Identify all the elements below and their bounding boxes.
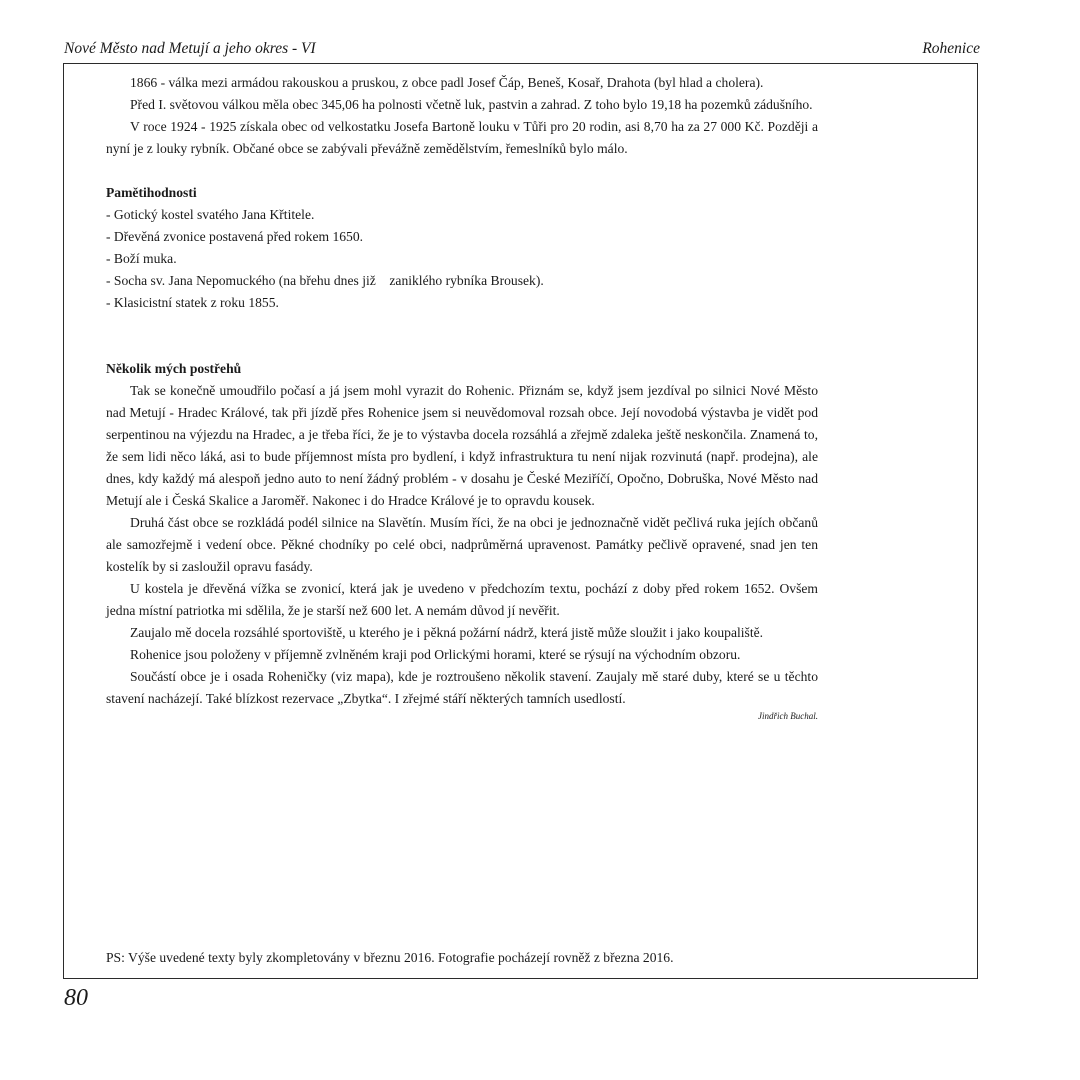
section-heading-observations: Několik mých postřehů [106, 361, 242, 376]
observation-paragraph: Součástí obce je i osada Roheničky (viz mapa), kde je roztroušeno několik stavení. Zaujaly mě staré duby, které se u těchto stavení nacházejí. Také blízkost rezervace „Zbytka“. I zřejmé stáří některých tamních usedlostí. [106, 669, 818, 706]
spacer [106, 314, 818, 358]
landmark-item: - Boží muka. [106, 251, 177, 266]
author-signature: Jindřich Buchal. [758, 711, 818, 721]
observation-paragraph: Druhá část obce se rozkládá podél silnice na Slavětín. Musím říci, že na obci je jednoznačně vidět pečlivá ruka jejích občanů ale samozřejmě i vedení obce. Pěkné chodníky po celé obci, nadprůměrná upravenost. Památky pečlivě opravené, snad jen ten kostelík by si zasloužil opravu fasády. [106, 515, 818, 574]
observation-paragraph: Zaujalo mě docela rozsáhlé sportoviště, u kterého je i pěkná požární nádrž, která jistě může sloužit i jako koupaliště. [130, 625, 764, 640]
text-frame [63, 63, 978, 979]
intro-paragraph-land: Před I. světovou válkou měla obec 345,06 ha polnosti včetně luk, pastvin a zahrad. Z toho bylo 19,18 ha pozemků zádušního. [130, 97, 813, 112]
landmark-item: - Klasicistní statek z roku 1855. [106, 295, 279, 310]
intro-paragraph-1866: 1866 - válka mezi armádou rakouskou a pruskou, z obce padl Josef Čáp, Beneš, Kosař, Drahota (byl hlad a cholera). [130, 75, 764, 90]
observation-paragraph: Tak se konečně umoudřilo počasí a já jsem mohl vyrazit do Rohenic. Přiznám se, když jsem jezdíval po silnici Nové Město nad Metují - Hradec Králové, tak při jízdě přes Rohenice jsem si neuvědomoval rozsah obce. Její novodobá výstavba je vidět pod serpentinou na výjezdu na Hradec, a je třeba říci, že je to výstavba docela rozsáhlá a zřejmě zdaleka ještě neskončila. Znamená to, že sem lidi něco láká, asi to bude příjemnost místa pro bydlení, i když infrastruktura tu není nijak rozvinutá (např. prodejna), ale dnes, kdy každý má alespoň jedno auto to není žádný problém - v dosahu je České Meziříčí, Opočno, Dobruška, Nové Město nad Metují ale i Česká Skalice a Jaroměř. Nakonec i do Hradce Králové je to opravdu kousek. [106, 383, 818, 508]
observation-paragraph: U kostela je dřevěná vížka se zvonicí, která jak je uvedeno v předchozím textu, pochází z doby před rokem 1652. Ovšem jedna místní patriotka mi sdělila, že je starší než 600 let. A nemám důvod jí nevěřit. [106, 581, 818, 618]
section-heading-landmarks: Pamětihodnosti [106, 185, 197, 200]
running-header [64, 40, 980, 62]
header-chapter-title: Rohenice [922, 40, 980, 57]
landmark-item: - Gotický kostel svatého Jana Křtitele. [106, 207, 315, 222]
postscript: PS: Výše uvedené texty byly zkompletovány v březnu 2016. Fotografie pocházejí rovněž z března 2016. [106, 950, 674, 965]
page-number: 80 [64, 985, 88, 1011]
landmark-item: - Dřevěná zvonice postavená před rokem 1650. [106, 229, 364, 244]
page-body [106, 72, 818, 722]
spacer [106, 160, 818, 182]
header-book-title: Nové Město nad Metují a jeho okres - VI [64, 40, 316, 57]
landmark-item: - Socha sv. Jana Nepomuckého (na břehu dnes již zaniklého rybníka Brousek). [106, 273, 544, 288]
intro-paragraph-1924: V roce 1924 - 1925 získala obec od velkostatku Josefa Bartoně louku v Tůři pro 20 rodin, asi 8,70 ha za 27 000 Kč. Později a nyní je z louky rybník. Občané obce se zabývali převážně zemědělstvím, řemeslníků bylo málo. [106, 119, 818, 156]
observation-paragraph: Rohenice jsou položeny v příjemně zvlněném kraji pod Orlickými horami, které se rýsují na východním obzoru. [130, 647, 741, 662]
